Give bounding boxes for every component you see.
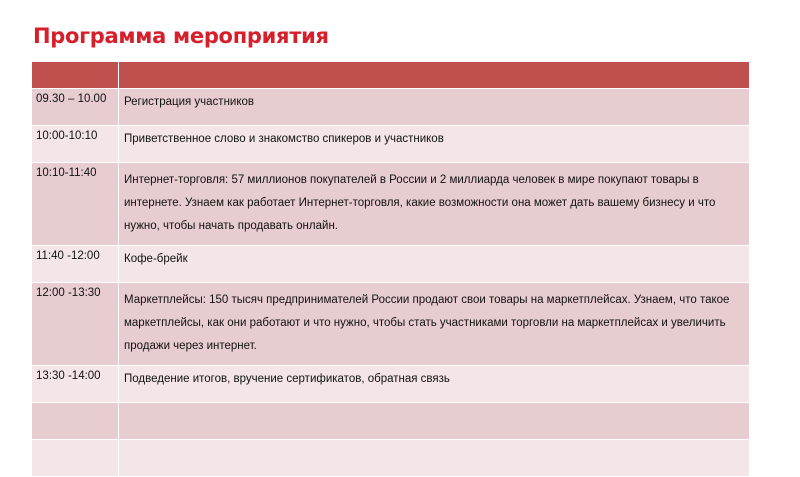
time-cell: 12:00 -13:30	[32, 283, 119, 366]
time-cell	[32, 440, 119, 477]
table-row	[32, 440, 750, 477]
description-cell: Приветственное слово и знакомство спикеров и участников	[119, 126, 750, 163]
table-row	[32, 246, 750, 283]
table-row	[32, 403, 750, 440]
description-cell: Кофе-брейк	[119, 246, 750, 283]
page-title: Программа мероприятия	[33, 24, 329, 48]
time-cell: 09.30 – 10.00	[32, 89, 119, 126]
time-cell: 10:00-10:10	[32, 126, 119, 163]
description-cell: Маркетплейсы: 150 тысяч предпринимателей России продают свои товары на маркетплейсах. Узнаем, что такое маркетплейсы, как они работают и что нужно, чтобы стать участниками торговли на маркетплейсах и увеличить продажи через интернет.	[119, 283, 750, 366]
description-cell	[119, 403, 750, 440]
table-header-row	[32, 62, 750, 89]
schedule-table	[31, 61, 750, 477]
description-cell: Регистрация участников	[119, 89, 750, 126]
table-row	[32, 89, 750, 126]
description-cell: Подведение итогов, вручение сертификатов, обратная связь	[119, 366, 750, 403]
header-description-cell	[119, 62, 750, 89]
time-cell	[32, 403, 119, 440]
description-cell: Интернет-торговля: 57 миллионов покупателей в России и 2 миллиарда человек в мире покупают товары в интернете. Узнаем как работает Интернет-торговля, какие возможности она может дать вашему бизнесу и что нужно, чтобы начать продавать онлайн.	[119, 163, 750, 246]
table-row	[32, 126, 750, 163]
description-cell	[119, 440, 750, 477]
header-time-cell	[32, 62, 119, 89]
table-row	[32, 283, 750, 366]
time-cell: 10:10-11:40	[32, 163, 119, 246]
table-row	[32, 366, 750, 403]
time-cell: 13:30 -14:00	[32, 366, 119, 403]
time-cell: 11:40 -12:00	[32, 246, 119, 283]
table-row	[32, 163, 750, 246]
